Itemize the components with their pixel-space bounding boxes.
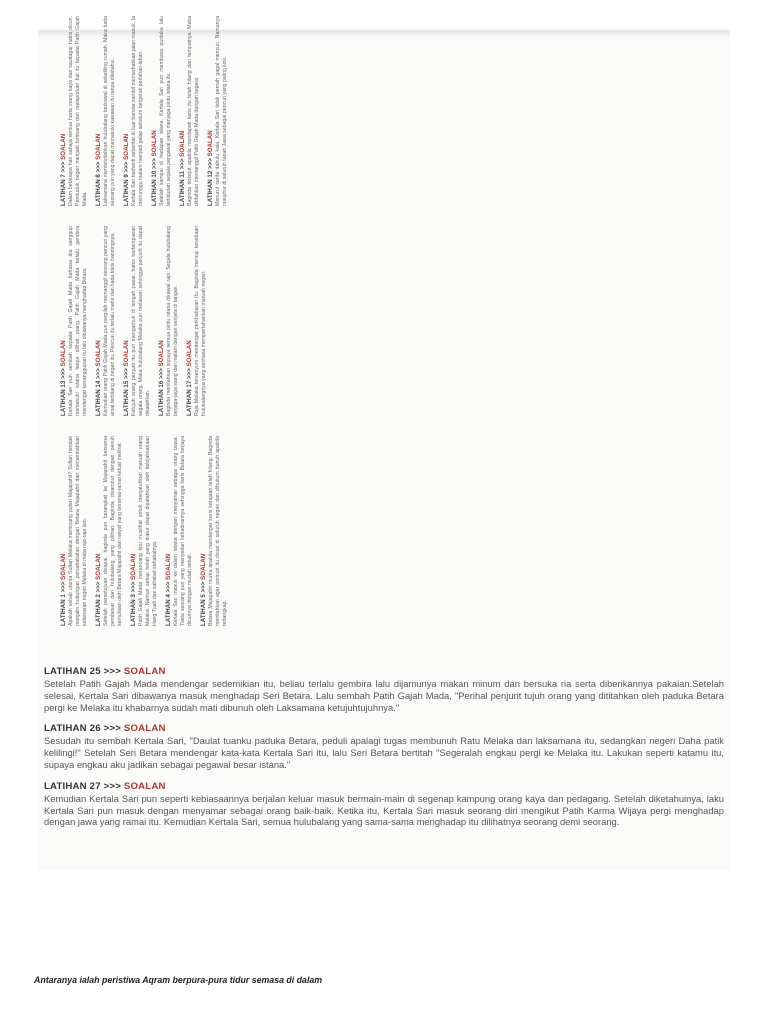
soalan-tag: SOALAN: [123, 780, 166, 792]
exercise-text: Sesudah itu sembah Kertala Sari, "Daulat tuanku paduka Betara, peduli apalagi tugas membunuh Ratu Melaka dan laksamana itu, sedangkan negeri Daha patik kelilingi!" Setelah Seri Betara mendengar kata-kata Kertala Sari itu, lalu Seri Betara bertitah "Segeralah engkau pergi ke Melaka itu. Lakukan seperti katamu itu, supaya engkau aku jadikan sebagai pegawai besar istana.": [44, 735, 724, 770]
rotated-exercise-text: Raja Melaka tersenyum mendengar perkhabaran itu. Baginda memuji kesetiaan hulubalangnya yang sentiasa mempertahankan maruah negeri.: [194, 226, 207, 416]
rotated-exercise-heading: LATIHAN 3 >>> SOALAN: [130, 553, 137, 626]
rotated-exercise-heading: LATIHAN 12 >>> SOALAN: [207, 130, 214, 206]
rotated-exercise-text: Setelah sampai di hadapan istana, Kertala Sari pun membaca pustaka lalu tertidurlah segala pengawal yang menjaga pintu istana itu.: [159, 16, 172, 206]
soalan-tag: SOALAN: [123, 340, 130, 367]
soalan-tag: SOALAN: [130, 553, 137, 580]
exercise-heading: LATIHAN 25 >>> SOALAN: [44, 666, 166, 677]
rotated-exercise-heading: LATIHAN 5 >>> SOALAN: [200, 553, 207, 626]
soalan-tag: SOALAN: [158, 340, 165, 367]
rotated-exercise: [60, 16, 89, 206]
rotated-exercise-text: Betara Majapahit murka apabila mendengar keris kerajaan telah hilang. Baginda menitahkan agar pencuri itu dicari di seluruh negeri dan dihukum bunuh apabila tertangkap.: [208, 436, 228, 626]
rotated-exercise-text: Apakah sebab utama Sultan Melaka meminang puteri Majapahit? Sultan hendak menjalin hubungan persahabatan dengan Betara Majapahit dan menambahkan kebesaran negeri Melaka di mata raja-raja lain.: [68, 436, 88, 626]
exercise-heading: LATIHAN 27 >>> SOALAN: [44, 780, 166, 792]
soalan-tag: SOALAN: [95, 340, 102, 367]
rotated-exercise-heading: LATIHAN 14 >>> SOALAN: [95, 340, 102, 416]
rotated-exercise-text: Menurut cerita dahulu kala, Kertala Sari tidak pernah gagal mencuri. Namanya masyhur di seluruh tanah Jawa sebagai pencuri yang paling licik.: [215, 16, 228, 206]
rotated-exercise-heading: LATIHAN 15 >>> SOALAN: [123, 340, 130, 416]
soalan-tag: SOALAN: [60, 133, 67, 160]
soalan-tag: SOALAN: [179, 130, 186, 157]
caption-text: Antaranya ialah peristiwa Aqram berpura-pura tidur semasa di dalam: [34, 975, 323, 985]
rotated-exercise-text: Setelah persetujuan dicapai, baginda pun berangkat ke Majapahit bersama pembesar dan hulubalang yang pilihan. Baginda disambut dengan penuh kemuliaan oleh Betara Majapahit dan rakyat yang beramai-ramai keluar melihat.: [103, 436, 123, 626]
rotated-exercise-heading: LATIHAN 1 >>> SOALAN: [60, 553, 67, 626]
exercise-heading: LATIHAN 26 >>> SOALAN: [44, 723, 166, 735]
rotated-exercise: [165, 436, 194, 626]
rotated-exercise-text: Laksamana memerintahkan hulubalang berkawal di sekeliling rumah. Maka tiada seorang pun yang dapat memasuki kawasan itu tanpa diketahui.: [103, 16, 116, 206]
rotated-exercise: [179, 16, 201, 206]
rotated-text-block: [54, 10, 654, 630]
soalan-tag: SOALAN: [151, 130, 158, 157]
rotated-exercise-text: Patih Gajah Mada merancang tipu muslihat untuk menjatuhkan maruah orang Melaka. Namun setiap helah yang diatur dapat dipatahkan oleh kebijaksanaan Hang Tuah dan sahabat-sahabatnya.: [138, 436, 158, 626]
soalan-tag: SOALAN: [95, 133, 102, 160]
rotated-column: [60, 16, 648, 206]
rotated-exercise-heading: LATIHAN 11 >>> SOALAN: [179, 130, 186, 206]
rotated-exercise: [123, 16, 145, 206]
rotated-exercise-heading: LATIHAN 13 >>> SOALAN: [60, 340, 67, 416]
soalan-tag: SOALAN: [165, 553, 172, 580]
rotated-exercise-text: Kertala Sari pun sembah kepada Patih Gajah Mada bahawa dia sanggup memasuki istana tanpa dilihat orang. Patih Gajah Mada terlalu gembira mendengar kesanggupan itu lalu dibawanya menghadap Betara.: [68, 226, 88, 416]
soalan-tag: SOALAN: [123, 723, 166, 735]
rotated-exercise-heading: LATIHAN 2 >>> SOALAN: [95, 553, 102, 626]
rotated-exercise-text: Ketujuh orang penjurit itu pun mengamuk di tengah pasar, habis bertempiaran segala orang. Maka hulubalang Melaka pun melawan sehingga penjurit itu dapat dikalahkan.: [131, 226, 151, 416]
rotated-exercise-heading: LATIHAN 8 >>> SOALAN: [95, 133, 102, 206]
rotated-exercise: [95, 16, 117, 206]
exercise-item: [44, 723, 724, 770]
rotated-exercise-heading: LATIHAN 4 >>> SOALAN: [165, 553, 172, 626]
rotated-exercise-text: Dalam beberapa hari sahaja semua harta orang kaya dan saudagar habis dicuri. Penduduk negeri menjadi bimbang dan melaporkan hal itu kepada Patih Gajah Mada.: [68, 16, 88, 206]
soalan-tag: SOALAN: [207, 130, 214, 157]
rotated-exercise: [207, 16, 229, 206]
rotated-exercise: [130, 436, 159, 626]
rotated-exercise-heading: LATIHAN 9 >>> SOALAN: [123, 133, 130, 206]
rotated-exercise-heading: LATIHAN 10 >>> SOALAN: [151, 130, 158, 206]
rotated-exercise: [60, 226, 89, 416]
soalan-tag: SOALAN: [60, 340, 67, 367]
soalan-tag: SOALAN: [60, 553, 67, 580]
rotated-exercise: [151, 16, 173, 206]
exercise-item: [44, 666, 724, 713]
exercise-list: [44, 666, 724, 838]
soalan-tag: SOALAN: [123, 133, 130, 160]
rotated-exercise: [95, 226, 117, 416]
rotated-exercise: [158, 226, 180, 416]
scanned-page: [38, 16, 730, 870]
rotated-exercise-text: Baginda terkejut apabila mendapati keris itu telah hilang dari tempatnya. Maka dititahkan memanggil Patih Gajah Mada dengan segera.: [187, 16, 200, 206]
rotated-exercise-heading: LATIHAN 7 >>> SOALAN: [60, 133, 67, 206]
rotated-column: [60, 436, 648, 626]
rotated-column: [60, 226, 648, 416]
soalan-tag: SOALAN: [186, 340, 193, 367]
rotated-exercise: [60, 436, 89, 626]
rotated-exercise: [186, 226, 208, 416]
rotated-exercise-text: Kertala Sari berhenti sebentar di luar bandar sambil memerhatikan jalan masuk. Ia menunggu malam menjadi gelap sebelum bergerak perlahan-lahan.: [131, 16, 144, 206]
rotated-exercise: [95, 436, 124, 626]
soalan-tag: SOALAN: [123, 666, 166, 677]
rotated-exercise: [123, 226, 152, 416]
rotated-exercise-text: Kertala Sari masuk ke dalam istana dengan menyamar sebagai orang biasa. Tiada seorang pun yang menyedari kehadirannya sehingga keris Betara berjaya dicurinya dengan mudah sekali.: [173, 436, 193, 626]
exercise-text: Setelah Patih Gajah Mada mendengar sedemikian itu, beliau terlalu gembira lalu dijamunya makan minum dan bersuka ria serta diberikannya pakaian.Setelah selesai, Kertala Sari dibawanya masuk menghadap Seri Betara. Lalu sembah Patih Gajah Mada, "Perihal penjurit tujuh orang yang dititahkan oleh paduka Betara pergi ke Melaka itu khabarnya sudah mati dibunuh oleh Laksamana ketujuhtujuhnya.": [44, 678, 724, 713]
rotated-exercise-text: Baginda menitahkan supaya semua pintu istana dikawal rapi. Segala hulubalang berjaga-jaga siang dan malam dengan senjata di tangan.: [166, 226, 179, 416]
exercise-item: [44, 781, 724, 828]
rotated-exercise-heading: LATIHAN 16 >>> SOALAN: [158, 340, 165, 416]
rotated-exercise: [200, 436, 229, 626]
soalan-tag: SOALAN: [95, 553, 102, 580]
soalan-tag: SOALAN: [200, 553, 207, 580]
rotated-exercise-heading: LATIHAN 17 >>> SOALAN: [186, 340, 193, 416]
rotated-exercise-text: Kemudian orang Patih Gajah Mada pun pergilah memanggil seorang pencuri yang amat terbilang di negeri itu. Pencuri itu terlalu mahir dan tiada tolok bandingnya.: [103, 226, 116, 416]
exercise-text: Kemudian Kertala Sari pun seperti kebiasaannya berjalan keluar masuk bermain-main di segenap kampung orang kaya dan pedagang. Setelah diketahuinya, laku Kertala Sari pun masuk dengan menyamar sebagai orang baik-baik. Ketika itu, Kertala Sari masuk seorang diri mengikut Patih Karma Wijaya pergi menghadap dengan jawa yang ramai itu. Kemudian Kertala Sari, semua hulubalang yang sama-sama menghadap itu dilihatnya seorang demi seorang.: [44, 792, 724, 828]
